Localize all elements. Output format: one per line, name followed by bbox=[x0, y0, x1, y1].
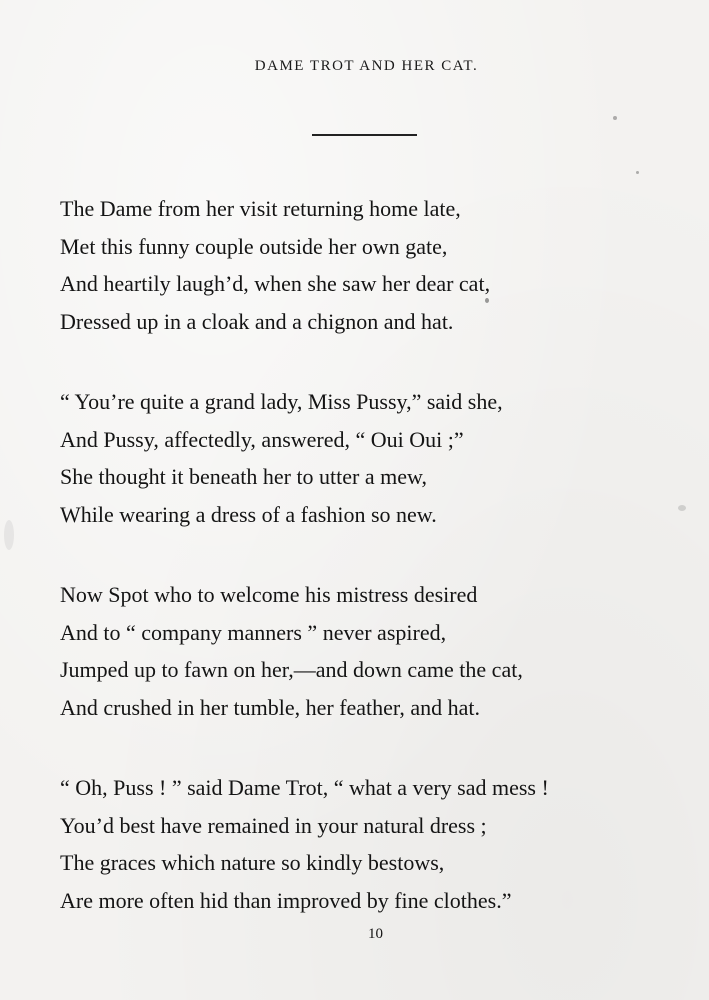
poem-line: And crushed in her tumble, her feather, and hat. bbox=[60, 694, 481, 720]
poem-line: And heartily laugh’d, when she saw her dear cat, bbox=[60, 271, 491, 296]
poem-line: And Pussy, affectedly, answered, “ Oui Oui ;” bbox=[60, 426, 464, 452]
paper-speck bbox=[485, 298, 489, 303]
poem-line: Are more often hid than improved by fine clothes.” bbox=[60, 887, 512, 913]
poem-line: While wearing a dress of a fashion so new. bbox=[60, 501, 437, 527]
poem-line: “ You’re quite a grand lady, Miss Pussy,” said she, bbox=[60, 389, 503, 414]
paper-speck bbox=[613, 116, 617, 120]
poem-body bbox=[60, 190, 660, 919]
paper-speck bbox=[4, 520, 14, 550]
poem-line: She thought it beneath her to utter a mew, bbox=[60, 464, 427, 489]
stanza-1 bbox=[60, 190, 660, 340]
title-rule-divider bbox=[312, 134, 417, 136]
poem-line: You’d best have remained in your natural dress ; bbox=[60, 812, 487, 838]
poem-line: And to “ company manners ” never aspired, bbox=[60, 619, 447, 645]
poem-line: Dressed up in a cloak and a chignon and hat. bbox=[60, 308, 454, 334]
poem-line: Now Spot who to welcome his mistress desired bbox=[60, 582, 478, 607]
poem-line: The Dame from her visit returning home late, bbox=[60, 196, 461, 221]
stanza-4 bbox=[60, 769, 660, 919]
paper-speck bbox=[636, 171, 639, 174]
poem-line: The graces which nature so kindly bestows, bbox=[60, 850, 445, 875]
stanza-2 bbox=[60, 383, 660, 533]
poem-line: Jumped up to fawn on her,—and down came the cat, bbox=[60, 657, 523, 682]
paper-speck bbox=[678, 505, 686, 511]
poem-line: “ Oh, Puss ! ” said Dame Trot, “ what a very sad mess ! bbox=[60, 775, 549, 800]
stanza-3 bbox=[60, 576, 660, 726]
running-title: DAME TROT AND HER CAT. bbox=[254, 58, 479, 74]
page-number: 10 bbox=[368, 926, 383, 942]
poem-line: Met this funny couple outside her own gate, bbox=[60, 233, 448, 259]
